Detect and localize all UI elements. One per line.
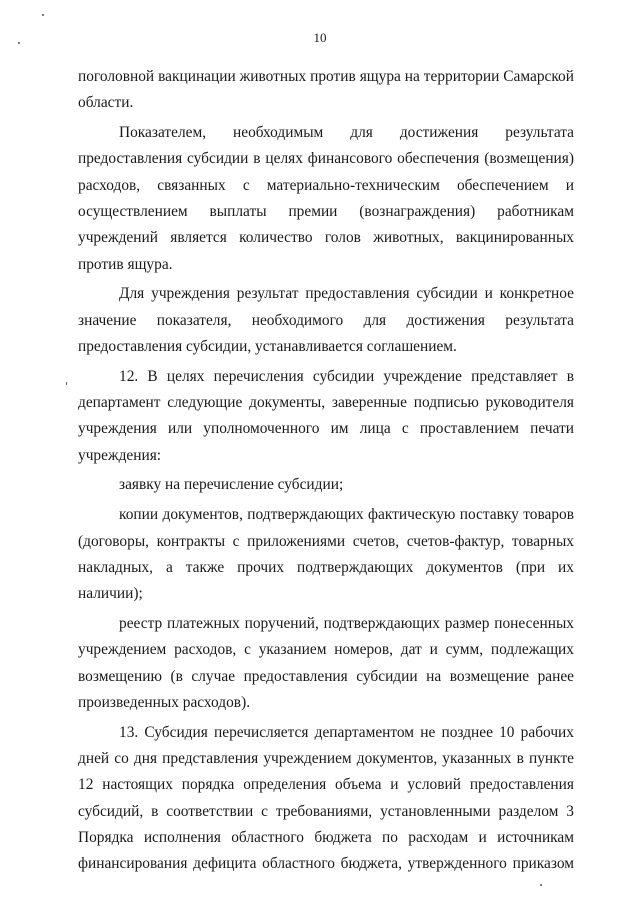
text-line: Порядка исполнения областного бюджета по расходам и источникам <box>78 828 574 846</box>
text-line: департамент следующие документы, заверенные подписью руководителя <box>78 394 574 412</box>
text-line: значение показателя, необходимого для достижения результата <box>78 311 574 329</box>
text-line: учреждений является количество голов животных, вакцинированных <box>78 229 574 247</box>
text-line: расходов, связанных с материально-техническим обеспечением и <box>78 176 574 194</box>
scan-speck <box>18 42 20 44</box>
text-line: финансирования дефицита областного бюджета, утвержденного приказом <box>78 855 574 873</box>
text-line: Показателем, необходимым для достижения результата <box>119 124 574 142</box>
text-line: произведенных расходов). <box>78 693 251 711</box>
text-line: учреждения или уполномоченного им лица с проставлением печати <box>78 420 574 438</box>
text-line: реестр платежных поручений, подтверждающих размер понесенных <box>119 614 574 632</box>
text-line: осуществлением выплаты премии (вознаграждения) работникам <box>78 202 574 220</box>
text-line: дней со дня представления учреждением документов, указанных в пункте <box>78 749 574 767</box>
text-line: копии документов, подтверждающих фактическую поставку товаров <box>119 506 574 524</box>
text-line: предоставления субсидии, устанавливается соглашением. <box>78 337 457 355</box>
scan-speck <box>42 14 44 16</box>
text-line: учреждением расходов, с указанием номеров, дат и сумм, подлежащих <box>78 641 574 659</box>
text-line: против ящура. <box>78 255 173 273</box>
text-line: предоставления субсидии в целях финансового обеспечения (возмещения) <box>78 150 574 168</box>
scan-speck <box>66 382 67 385</box>
text-line: возмещению (в случае предоставления субсидии на возмещение ранее <box>78 667 574 685</box>
text-line: субсидий, в соответствии с требованиями, установленными разделом 3 <box>78 802 574 820</box>
text-line: 12 настоящих порядка определения объема и условий предоставления <box>78 776 574 794</box>
paragraph-agreement <box>78 281 574 360</box>
text-line: Для учреждения результат предоставления субсидии и конкретное <box>119 285 574 303</box>
text-line: учреждения: <box>78 446 162 464</box>
text-line: поголовной вакцинации животных против ящура на территории Самарской <box>78 68 574 85</box>
document-body <box>78 64 574 877</box>
paragraph-item-13 <box>78 720 574 878</box>
text-line: (договоры, контракты с приложениями счетов, счетов-фактур, товарных <box>78 532 574 550</box>
text-line: накладных, а также прочих подтверждающих документов (при их <box>78 558 574 576</box>
page-number: 10 <box>313 30 327 45</box>
paragraph-request <box>78 472 574 498</box>
paragraph-indicator <box>78 120 574 278</box>
paragraph-copies <box>78 502 574 607</box>
paragraph-continuation <box>78 64 574 117</box>
text-line: области. <box>78 94 134 112</box>
text-line: заявку на перечисление субсидии; <box>119 476 344 494</box>
text-line: 13. Субсидия перечисляется департаментом не позднее 10 рабочих <box>119 723 574 741</box>
paragraph-registry <box>78 611 574 716</box>
text-line: 12. В целях перечисления субсидии учреждение представляет в <box>119 367 574 385</box>
text-line: наличии); <box>78 585 143 603</box>
paragraph-item-12 <box>78 364 574 469</box>
scan-speck <box>540 884 542 886</box>
